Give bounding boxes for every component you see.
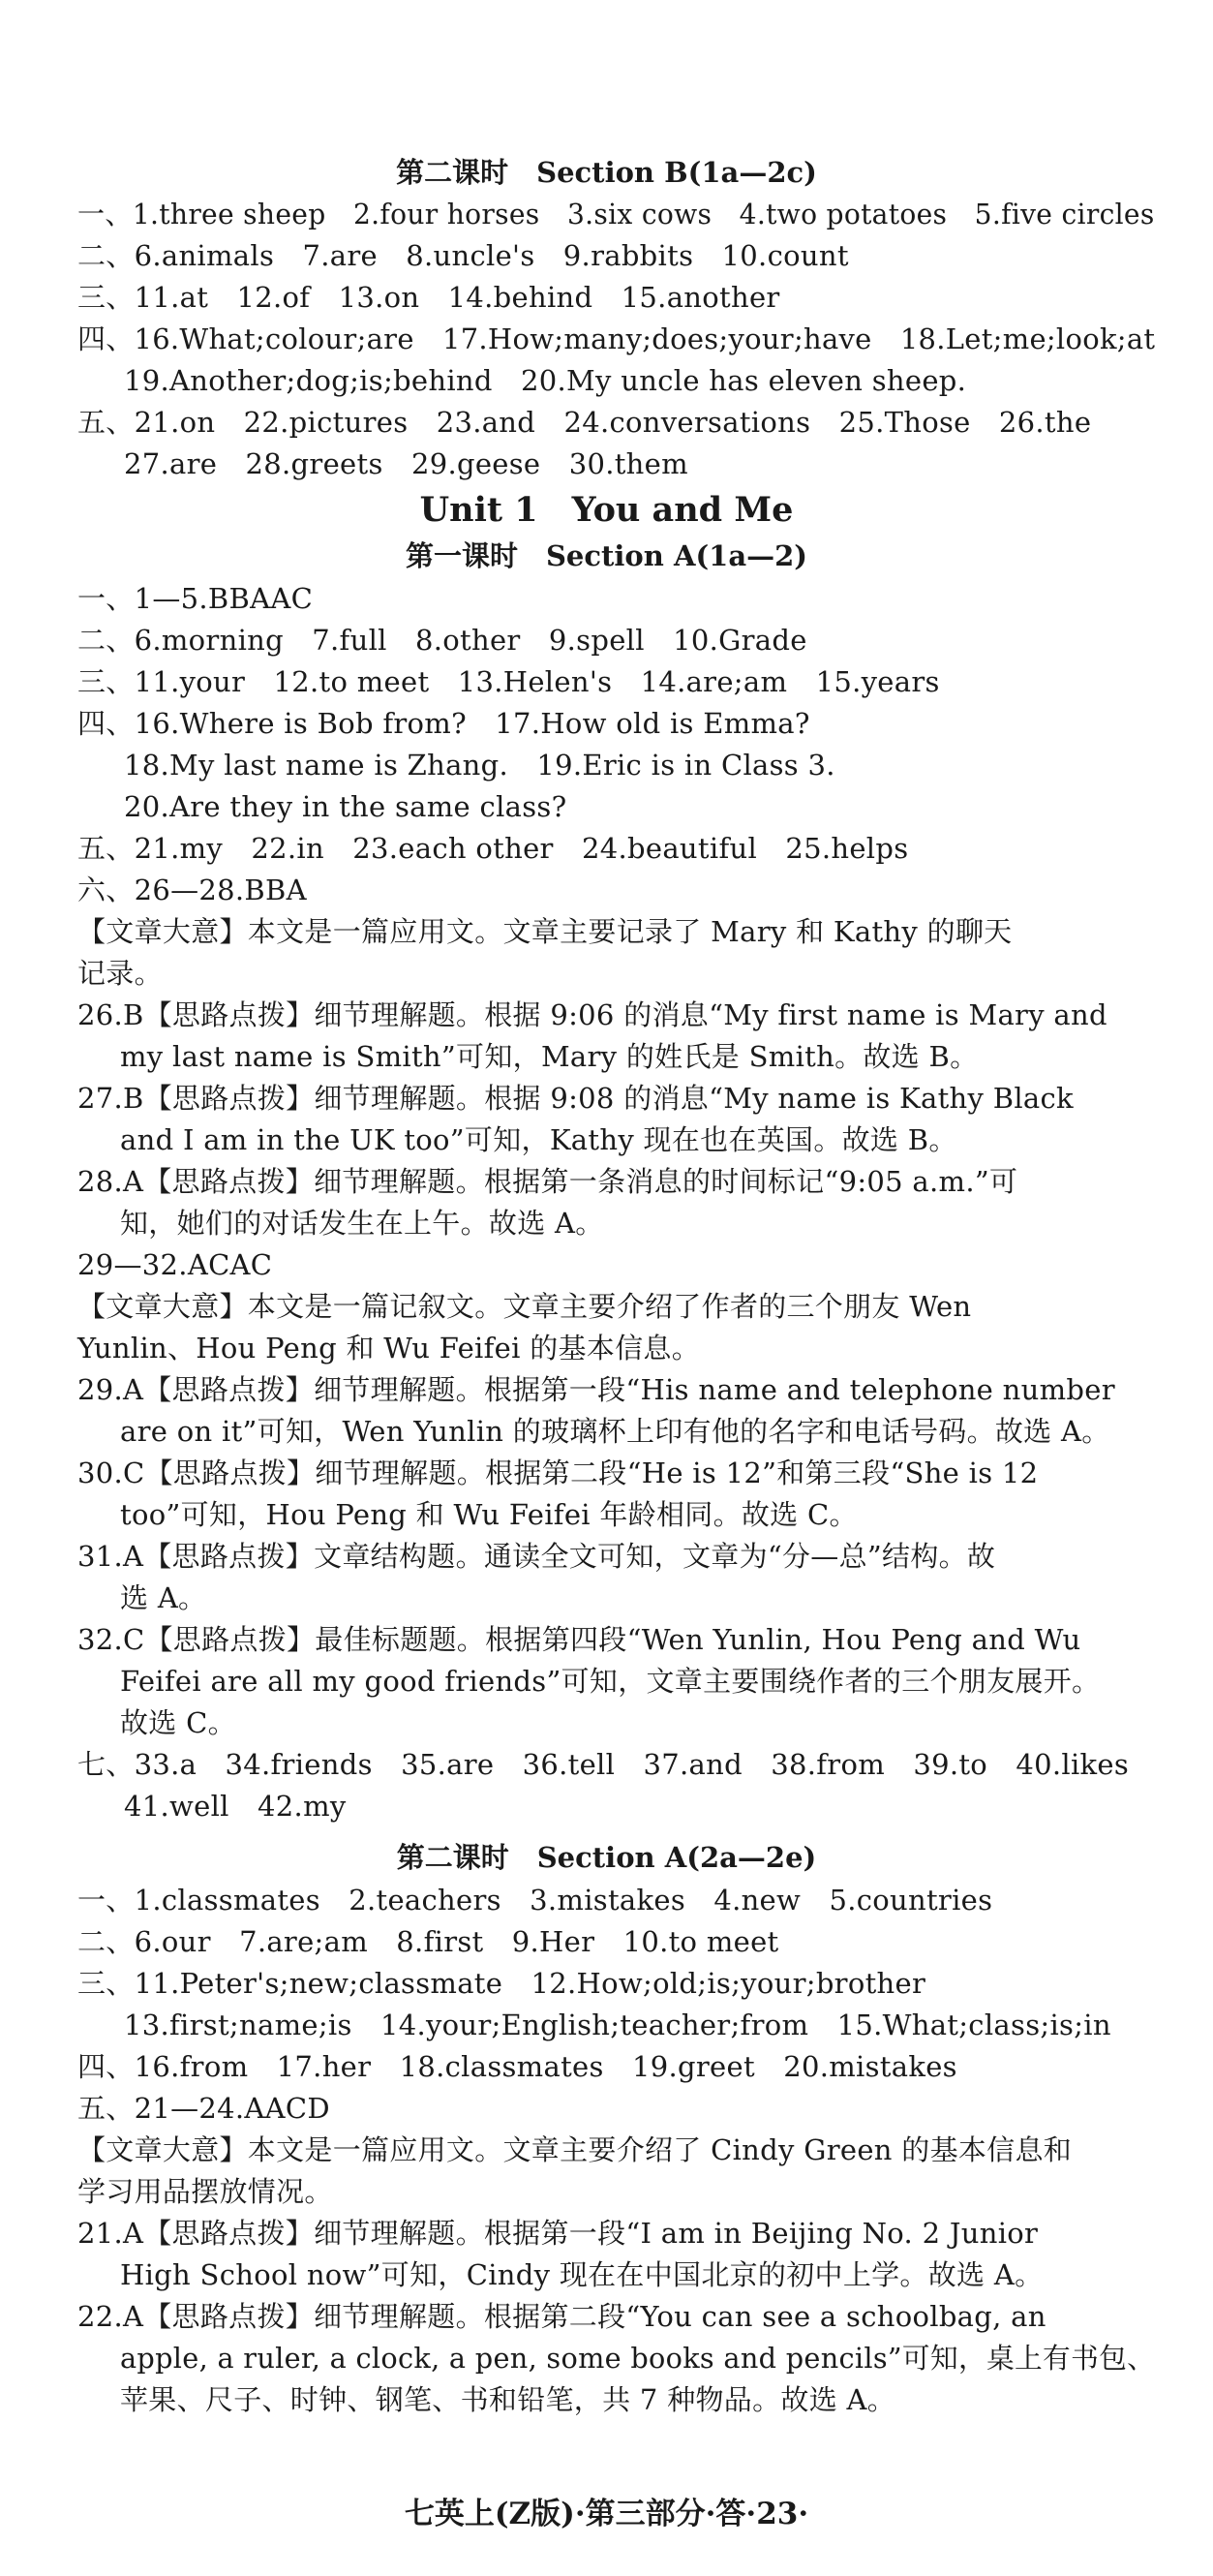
explanation-line: and I am in the UK too”可知，Kathy 现在也在英国。故选 B。 bbox=[120, 1123, 957, 1156]
summary-line: 【文章大意】本文是一篇应用文。文章主要介绍了 Cindy Green 的基本信息和 bbox=[77, 2133, 1073, 2166]
answer-line: 19.Another;dog;is;behind 20.My uncle has eleven sheep. bbox=[124, 364, 967, 397]
answer-line: 四、16.from 17.her 18.classmates 19.greet 20.mistakes bbox=[77, 2050, 957, 2083]
answer-line: 五、21.on 22.pictures 23.and 24.conversations 25.Those 26.the bbox=[77, 406, 1092, 439]
explanation-line: 27.B【思路点拨】细节理解题。根据 9:08 的消息“My name is Kathy Black bbox=[77, 1082, 1074, 1115]
answer-line: 四、16.Where is Bob from? 17.How old is Emma? bbox=[77, 707, 810, 740]
answer-line: 二、6.animals 7.are 8.uncle's 9.rabbits 10.count bbox=[77, 239, 849, 272]
answer-line: 29—32.ACAC bbox=[77, 1248, 273, 1281]
explanation-line: 28.A【思路点拨】细节理解题。根据第一条消息的时间标记“9:05 a.m.”可 bbox=[77, 1165, 1018, 1198]
summary-line: Yunlin、Hou Peng 和 Wu Feifei 的基本信息。 bbox=[77, 1332, 700, 1365]
explanation-line: 故选 C。 bbox=[120, 1706, 236, 1739]
section-title-a1a-2: 第一课时 Section A(1a—2) bbox=[405, 539, 808, 572]
answer-line: 一、1.classmates 2.teachers 3.mistakes 4.new 5.countries bbox=[77, 1884, 993, 1917]
section-title-a2a-2e: 第二课时 Section A(2a—2e) bbox=[396, 1841, 817, 1874]
answer-line: 27.are 28.greets 29.geese 30.them bbox=[124, 447, 688, 480]
explanation-line: 知，她们的对话发生在上午。故选 A。 bbox=[120, 1207, 604, 1240]
explanation-line: are on it”可知，Wen Yunlin 的玻璃杯上印有他的名字和电话号码。故选 A。 bbox=[120, 1415, 1110, 1448]
explanation-line: 21.A【思路点拨】细节理解题。根据第一段“I am in Beijing No. 2 Junior bbox=[77, 2217, 1039, 2250]
answer-line: 二、6.our 7.are;am 8.first 9.Her 10.to meet bbox=[77, 1925, 779, 1958]
answer-line: 五、21—24.AACD bbox=[77, 2092, 330, 2125]
summary-line: 【文章大意】本文是一篇记叙文。文章主要介绍了作者的三个朋友 Wen bbox=[77, 1290, 972, 1323]
explanation-line: too”可知，Hou Peng 和 Wu Feifei 年龄相同。故选 C。 bbox=[120, 1498, 858, 1531]
summary-line: 【文章大意】本文是一篇应用文。文章主要记录了 Mary 和 Kathy 的聊天 bbox=[77, 915, 1013, 948]
answer-line: 41.well 42.my bbox=[124, 1790, 347, 1823]
answer-line: 一、1.three sheep 2.four horses 3.six cows 4.two potatoes 5.five circles bbox=[77, 198, 1155, 230]
explanation-line: 22.A【思路点拨】细节理解题。根据第二段“You can see a schoolbag, an bbox=[77, 2300, 1046, 2333]
answer-line: 一、1—5.BBAAC bbox=[77, 582, 314, 615]
explanation-line: 30.C【思路点拨】细节理解题。根据第二段“He is 12”和第三段“She is 12 bbox=[77, 1457, 1039, 1489]
unit-title: Unit 1 You and Me bbox=[419, 490, 794, 530]
answer-line: 三、11.Peter's;new;classmate 12.How;old;is;your;brother bbox=[77, 1967, 926, 2000]
answer-line: 20.Are they in the same class? bbox=[124, 790, 567, 823]
answer-line: 13.first;name;is 14.your;English;teacher;from 15.What;class;is;in bbox=[124, 2009, 1111, 2041]
answer-line: 三、11.at 12.of 13.on 14.behind 15.another bbox=[77, 281, 780, 314]
explanation-line: 苹果、尺子、时钟、钢笔、书和铅笔，共 7 种物品。故选 A。 bbox=[120, 2383, 896, 2416]
explanation-line: apple, a ruler, a clock, a pen, some books and pencils”可知，桌上有书包、 bbox=[120, 2342, 1156, 2375]
summary-line: 学习用品摆放情况。 bbox=[77, 2175, 333, 2208]
explanation-line: 选 A。 bbox=[120, 1581, 207, 1614]
answer-line: 二、6.morning 7.full 8.other 9.spell 10.Grade bbox=[77, 624, 807, 657]
explanation-line: 29.A【思路点拨】细节理解题。根据第一段“His name and telephone number bbox=[77, 1373, 1115, 1406]
answer-line: 18.My last name is Zhang. 19.Eric is in Class 3. bbox=[124, 749, 835, 782]
explanation-line: my last name is Smith”可知，Mary 的姓氏是 Smith。故选 B。 bbox=[120, 1040, 979, 1073]
explanation-line: 32.C【思路点拨】最佳标题题。根据第四段“Wen Yunlin, Hou Peng and Wu bbox=[77, 1623, 1081, 1656]
explanation-line: 31.A【思路点拨】文章结构题。通读全文可知，文章为“分—总”结构。故 bbox=[77, 1540, 996, 1573]
explanation-line: 26.B【思路点拨】细节理解题。根据 9:06 的消息“My first name is Mary and bbox=[77, 998, 1107, 1031]
answer-line: 六、26—28.BBA bbox=[77, 874, 307, 906]
summary-line: 记录。 bbox=[77, 957, 163, 990]
section-title-b1a-2c: 第二课时 Section B(1a—2c) bbox=[396, 156, 817, 189]
page-footer: 七英上(Z版)·第三部分·答·23· bbox=[404, 2497, 809, 2531]
answer-line: 五、21.my 22.in 23.each other 24.beautiful 25.helps bbox=[77, 832, 909, 865]
answer-line: 四、16.What;colour;are 17.How;many;does;your;have 18.Let;me;look;at bbox=[77, 322, 1156, 355]
explanation-line: Feifei are all my good friends”可知，文章主要围绕作者的三个朋友展开。 bbox=[120, 1665, 1101, 1698]
answer-line: 七、33.a 34.friends 35.are 36.tell 37.and 38.from 39.to 40.likes bbox=[77, 1748, 1130, 1781]
answer-line: 三、11.your 12.to meet 13.Helen's 14.are;am 15.years bbox=[77, 665, 940, 698]
explanation-line: High School now”可知，Cindy 现在在中国北京的初中上学。故选 A。 bbox=[120, 2258, 1044, 2291]
